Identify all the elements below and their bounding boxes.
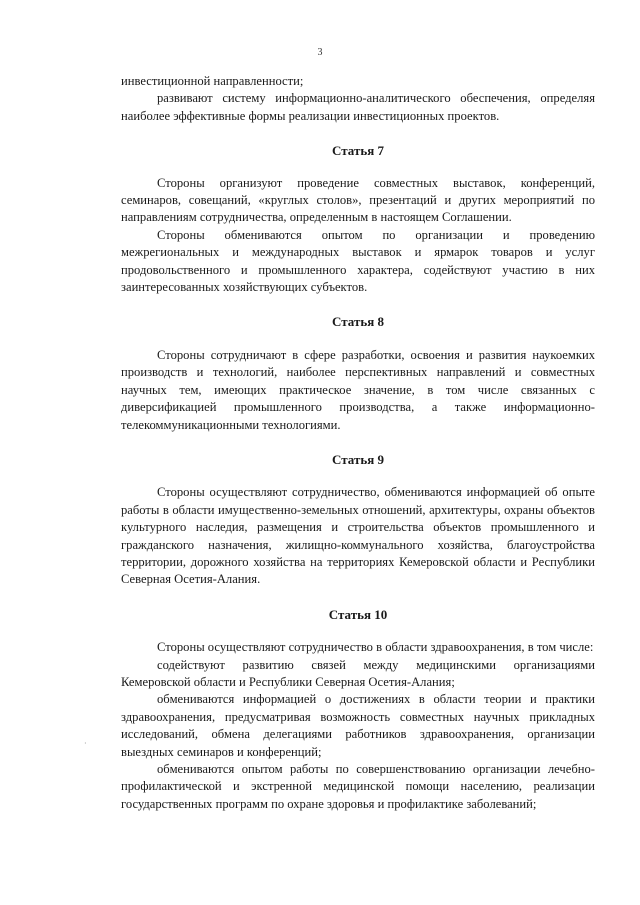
article-8-heading: Статья 8 (332, 314, 384, 330)
document-body (121, 73, 595, 813)
article-7-paragraph-2: Стороны обмениваются опытом по организации и проведению межрегиональных и международных выставок и ярмарок товаров и услуг продовольственного и промышленного характера, содействуют участию в них заинтересованных хозяйствующих субъектов. (121, 227, 595, 295)
margin-mark: · (84, 739, 87, 748)
article-10-heading: Статья 10 (328, 606, 388, 622)
article-10-paragraph-3: обмениваются информацией о достижениях в области теории и практики здравоохранения, предусматривая возможность совместных научных прикладных исследований, обмена делегациями работников здравоохранения, организации выездных семинаров и конференций; (121, 692, 595, 759)
article-9-heading: Статья 9 (332, 451, 384, 467)
intro-paragraph-1: инвестиционной направленности; (121, 74, 304, 88)
article-7-paragraph-1: Стороны организуют проведение совместных выставок, конференций, семинаров, совещаний, «круглых столов», презентаций и других мероприятий по направлениям сотрудничества, определенным в настоящем Соглашении. (121, 175, 595, 225)
article-9-paragraph-1: Стороны осуществляют сотрудничество, обмениваются информацией об опыте работы в области имущественно-земельных отношений, архитектуры, охраны объектов культурного наследия, размещения и строительства объектов промышленного и гражданского назначения, жилищно-коммунального хозяйства, благоустройства территории, дорожного хозяйства на территориях Кемеровской области и Республики Северная Осетия-Алания. (121, 485, 595, 587)
article-8-paragraph-1: Стороны сотрудничают в сфере разработки, освоения и развития наукоемких производств и технологий, наиболее перспективных направлений и совместных научных тем, имеющих практическое значение, в том числе связанных с диверсификацией промышленного производства, а также информационно-телекоммуникационными технологиями. (121, 347, 595, 432)
article-7-heading: Статья 7 (332, 143, 384, 159)
intro-paragraph-2: развивают систему информационно-аналитического обеспечения, определяя наиболее эффективные формы реализации инвестиционных проектов. (121, 91, 595, 123)
article-10-paragraph-2: содействуют развитию связей между медицинскими организациями Кемеровской области и Республики Северная Осетия-Алания; (121, 657, 595, 689)
article-10-paragraph-1: Стороны осуществляют сотрудничество в области здравоохранения, в том числе: (157, 640, 594, 655)
page-number: 3 (317, 47, 323, 58)
article-10-paragraph-4: обмениваются опытом работы по совершенствованию организации лечебно-профилактической и экстренной медицинской помощи населению, реализации государственных программ по охране здоровья и профилактике заболеваний; (121, 762, 595, 811)
